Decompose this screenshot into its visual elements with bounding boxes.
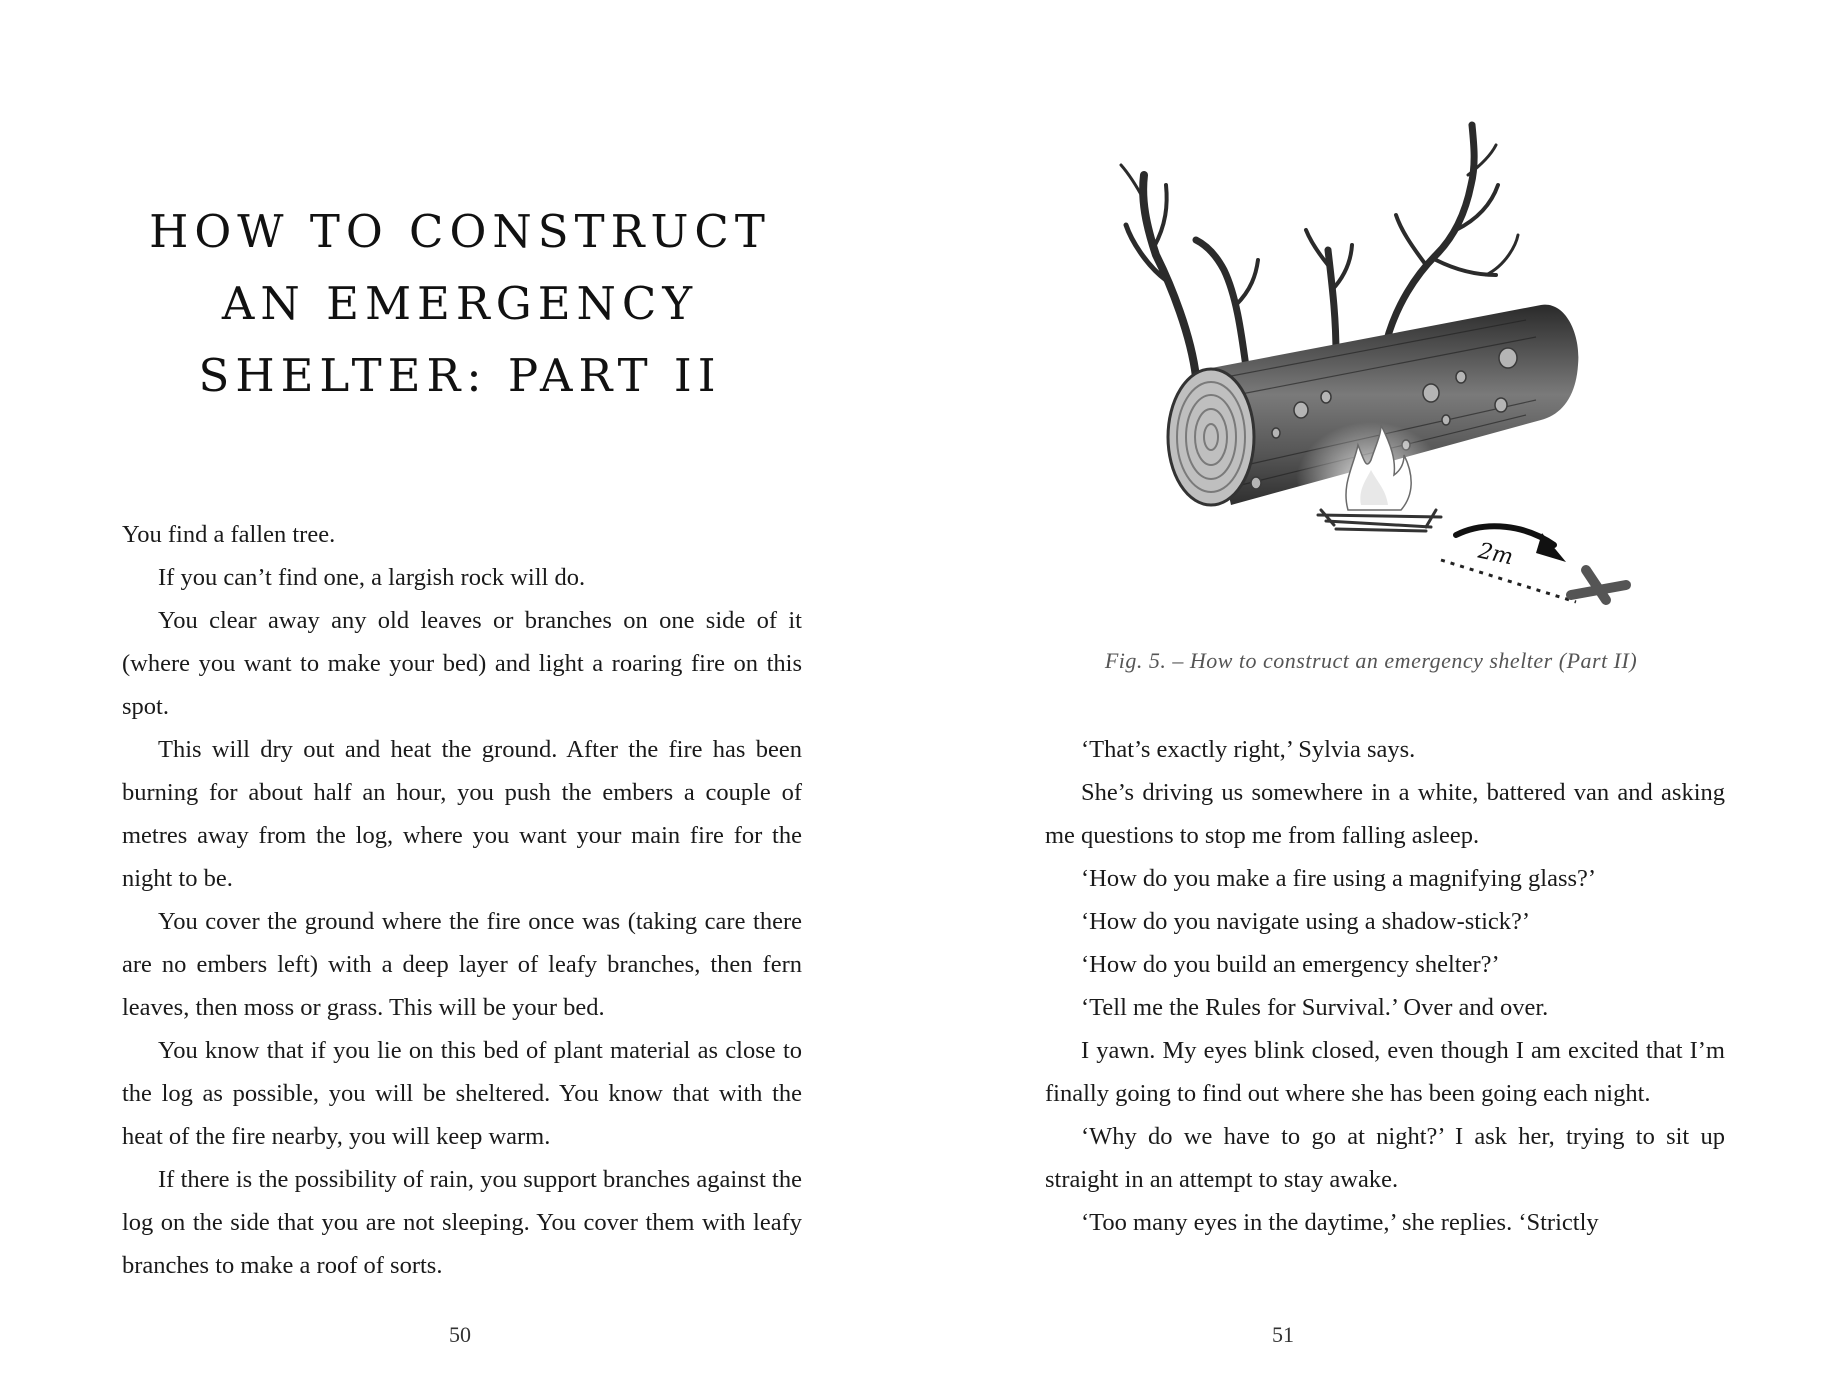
target-cross-icon <box>1571 570 1626 600</box>
page-number: 51 <box>1272 1322 1294 1347</box>
left-page <box>0 0 911 1399</box>
paragraph: ‘That’s exactly right,’ Sylvia says. <box>1081 736 1416 763</box>
page-number: 50 <box>449 1322 471 1347</box>
paragraph: She’s driving us somewhere in a white, battered van and asking me questions to stop me from falling asleep. <box>1045 779 1725 849</box>
paragraph: You cover the ground where the fire once was (taking care there are no embers left) with a deep layer of leafy branches, then fern leaves, then moss or grass. This will be your bed. <box>122 908 802 1021</box>
log-end-rings <box>1168 369 1254 505</box>
figure-caption: Fig. 5. – How to construct an emergency shelter (Part II) <box>1104 648 1638 673</box>
left-body-text <box>122 513 802 1287</box>
paragraph: ‘How do you make a fire using a magnifying glass?’ <box>1081 865 1597 892</box>
paragraph: You find a fallen tree. <box>122 521 336 548</box>
paragraph: I yawn. My eyes blink closed, even though I am excited that I’m finally going to find out where she has been going each night. <box>1045 1037 1725 1107</box>
paragraph: You clear away any old leaves or branches on one side of it (where you want to make your bed) and light a roaring fire on this spot. <box>122 607 802 720</box>
paragraph: This will dry out and heat the ground. After the fire has been burning for about half an hour, you push the embers a couple of metres away from the log, where you want your main fire for the night to be. <box>122 736 802 892</box>
paragraph: ‘Too many eyes in the daytime,’ she replies. ‘Strictly <box>1081 1209 1599 1236</box>
paragraph: If you can’t find one, a largish rock will do. <box>158 564 586 591</box>
chapter-title-line: SHELTER: PART II <box>198 349 722 402</box>
chapter-title-line: AN EMERGENCY <box>221 277 699 330</box>
paragraph: You know that if you lie on this bed of plant material as close to the log as possible, you will be sheltered. You know that with the heat of the fire nearby, you will keep warm. <box>122 1037 802 1150</box>
right-body-text <box>1045 728 1725 1244</box>
chapter-title-line: HOW TO CONSTRUCT <box>149 205 771 258</box>
paragraph: ‘How do you build an emergency shelter?’ <box>1081 951 1500 978</box>
right-page <box>911 0 1823 1399</box>
paragraph: ‘How do you navigate using a shadow-stick?’ <box>1081 908 1531 935</box>
distance-label: 2m <box>1475 538 1516 571</box>
paragraph: ‘Tell me the Rules for Survival.’ Over and over. <box>1081 994 1549 1021</box>
paragraph: If there is the possibility of rain, you support branches against the log on the side that you are not sleeping. You cover them with leafy branches to make a roof of sorts. <box>122 1166 802 1279</box>
chapter-title <box>120 196 800 412</box>
paragraph: ‘Why do we have to go at night?’ I ask her, trying to sit up straight in an attempt to stay awake. <box>1045 1123 1725 1193</box>
log-shelter-illustration <box>1096 115 1656 635</box>
